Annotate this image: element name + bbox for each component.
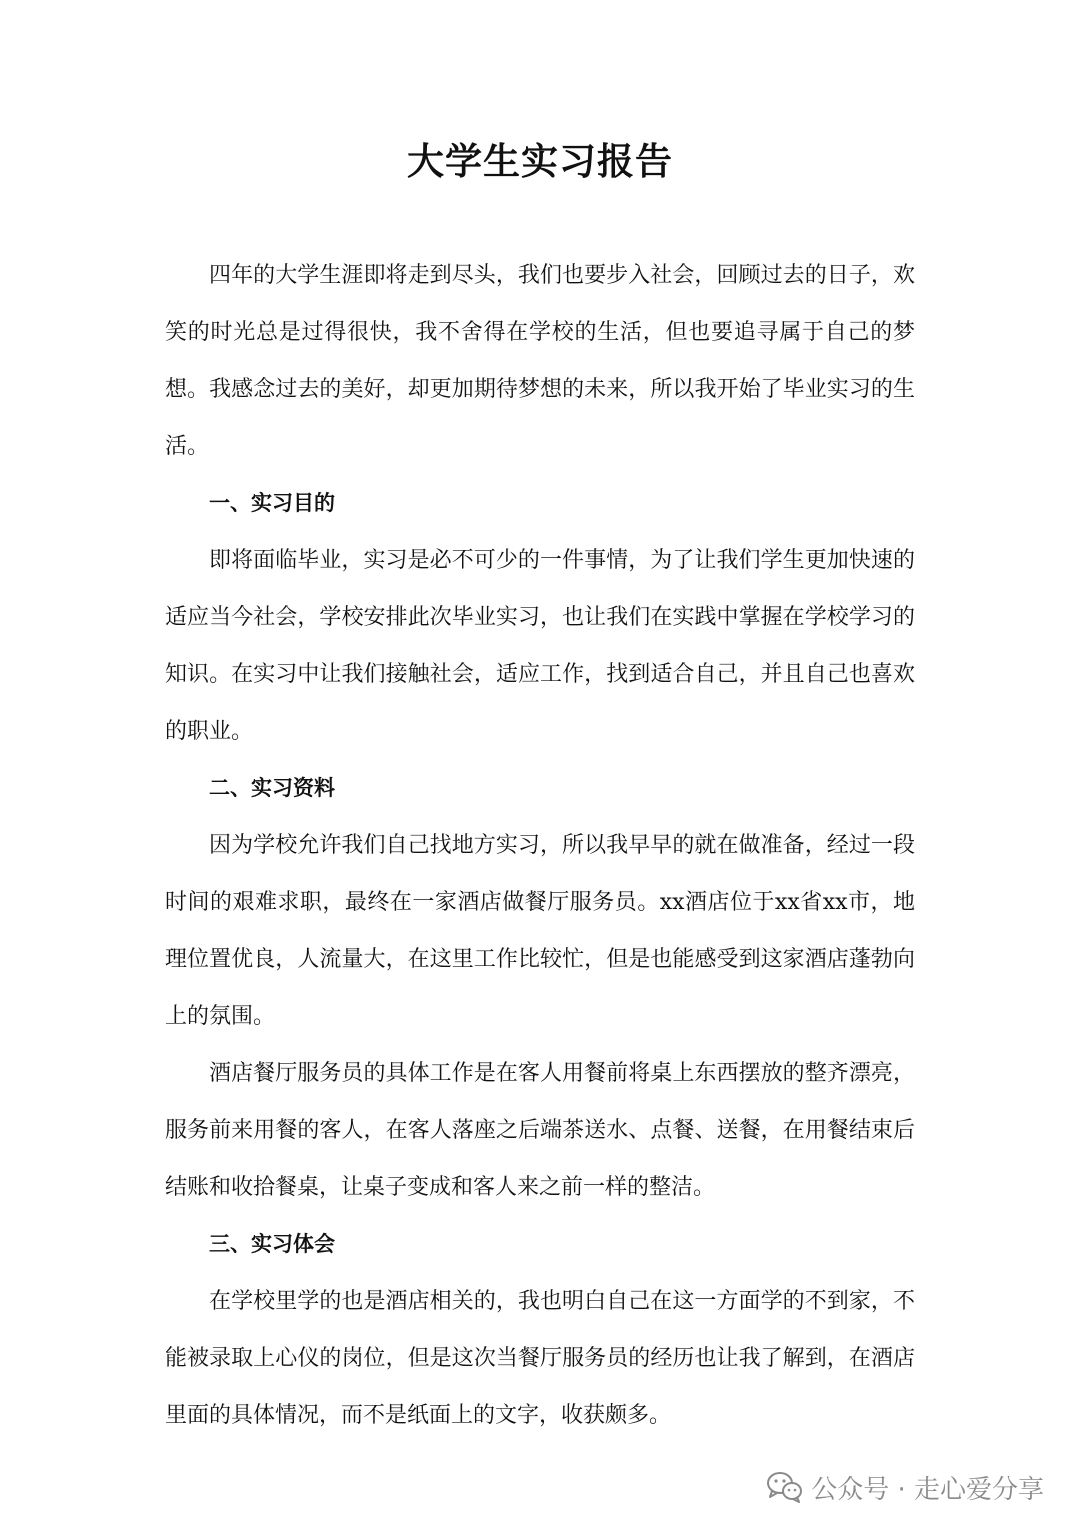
- watermark-text: 公众号 · 走心爱分享: [811, 1474, 1044, 1505]
- document-title: 大学生实习报告: [407, 139, 673, 183]
- section-paragraph: 因为学校允许我们自己找地方实习，所以我早早的就在做准备，经过一段时间的艰难求职，最终在一家酒店做餐厅服务员。xx酒店位于xx省xx市，地理位置优良，人流量大，在这里工作比较忙，但是也能感受到这家酒店蓬勃向上的氛围。: [165, 833, 915, 1029]
- section-paragraph: 酒店餐厅服务员的具体工作是在客人用餐前将桌上东西摆放的整齐漂亮，服务前来用餐的客人，在客人落座之后端茶送水、点餐、送餐，在用餐结束后结账和收拾餐桌，让桌子变成和客人来之前一样的整洁。: [165, 1061, 915, 1200]
- document-body: [165, 247, 915, 1444]
- watermark: [767, 1465, 1044, 1509]
- intro-paragraph: 四年的大学生涯即将走到尽头，我们也要步入社会，回顾过去的日子，欢笑的时光总是过得很快，我不舍得在学校的生活，但也要追寻属于自己的梦想。我感念过去的美好，却更加期待梦想的未来，所以我开始了毕业实习的生活。: [165, 263, 915, 459]
- section-heading-purpose: 一、实习目的: [209, 491, 335, 515]
- section-paragraph: 在学校里学的也是酒店相关的，我也明白自己在这一方面学的不到家，不能被录取上心仪的岗位，但是这次当餐厅服务员的经历也让我了解到，在酒店里面的具体情况，而不是纸面上的文字，收获颇多。: [165, 1289, 915, 1428]
- wechat-icon: [767, 1471, 803, 1503]
- section-heading-materials: 二、实习资料: [209, 776, 335, 800]
- section-paragraph: 即将面临毕业，实习是必不可少的一件事情，为了让我们学生更加快速的适应当今社会，学校安排此次毕业实习，也让我们在实践中掌握在学校学习的知识。在实习中让我们接触社会，适应工作，找到适合自己，并且自己也喜欢的职业。: [165, 548, 915, 744]
- section-heading-experience: 三、实习体会: [209, 1232, 335, 1256]
